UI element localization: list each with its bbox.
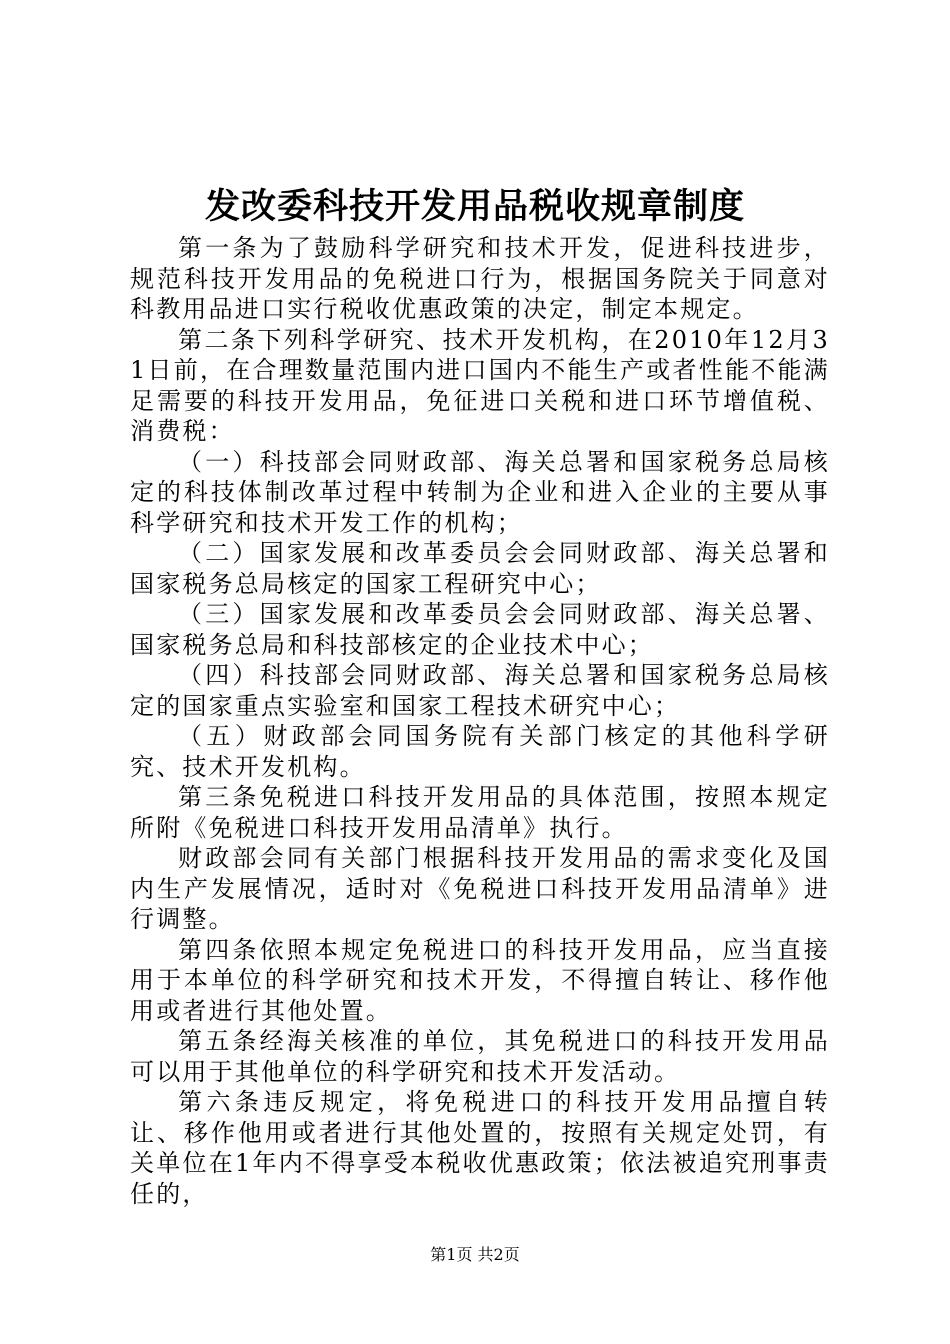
paragraph-article-1: 第一条为了鼓励科学研究和技术开发，促进科技进步，规范科技开发用品的免税进口行为，根据国务院关于同意对科教用品进口实行税收优惠政策的决定，制定本规定。 [130,234,830,323]
paragraph-article-5: 第五条经海关核准的单位，其免税进口的科技开发用品可以用于其他单位的科学研究和技术开发活动。 [130,1027,830,1086]
paragraph-item-2: （二）国家发展和改革委员会会同财政部、海关总署和国家税务总局核定的国家工程研究中心； [130,539,830,598]
document-body [130,233,830,1209]
paragraph-item-3: （三）国家发展和改革委员会会同财政部、海关总署、国家税务总局和科技部核定的企业技术中心； [130,600,830,659]
paragraph-item-1: （一）科技部会同财政部、海关总署和国家税务总局核定的科技体制改革过程中转制为企业和进入企业的主要从事科学研究和技术开发工作的机构； [130,447,830,537]
paragraph-article-3-adjustment: 财政部会同有关部门根据科技开发用品的需求变化及国内生产发展情况，适时对《免税进口科技开发用品清单》进行调整。 [130,844,830,933]
document-title: 发改委科技开发用品税收规章制度 [204,187,745,227]
paragraph-article-4: 第四条依照本规定免税进口的科技开发用品，应当直接用于本单位的科学研究和技术开发，不得擅自转让、移作他用或者进行其他处置。 [130,935,830,1025]
paragraph-article-6: 第六条违反规定，将免税进口的科技开发用品擅自转让、移作他用或者进行其他处置的，按照有关规定处罚，有关单位在1年内不得享受本税收优惠政策；依法被追究刑事责任的， [130,1088,830,1208]
page-footer [0,1244,950,1266]
paragraph-item-4: （四）科技部会同财政部、海关总署和国家税务总局核定的国家重点实验室和国家工程技术研究中心； [130,661,830,720]
paragraph-item-5: （五）财政部会同国务院有关部门核定的其他科学研究、技术开发机构。 [130,722,830,781]
page-number-label: 第1页 共2页 [430,1245,520,1264]
paragraph-article-3: 第三条免税进口科技开发用品的具体范围，按照本规定所附《免税进口科技开发用品清单》执行。 [130,783,830,842]
paragraph-article-2: 第二条下列科学研究、技术开发机构，在2010年12月31日前，在合理数量范围内进口国内不能生产或者性能不能满足需要的科技开发用品，免征进口关税和进口环节增值税、消费税： [130,325,830,445]
